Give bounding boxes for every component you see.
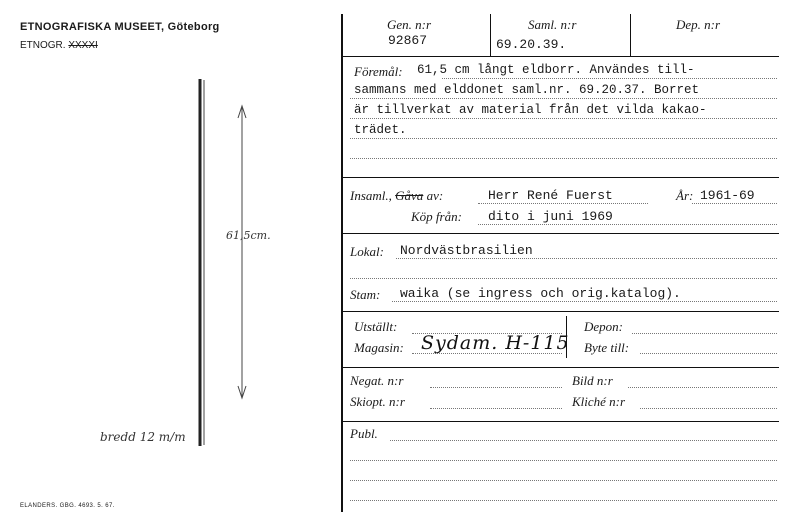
gen-nr-label: Gen. n:r <box>387 17 432 32</box>
lokal-label: Lokal: <box>350 244 384 259</box>
kop-label: Köp från: <box>411 209 462 224</box>
foremal-line-2: sammans med elddonet saml.nr. 69.20.37. Borret <box>354 83 700 97</box>
dep-nr-label: Dep. n:r <box>676 17 721 32</box>
ar-value: 1961-69 <box>700 188 755 203</box>
lokal-value: Nordvästbrasilien <box>400 243 533 258</box>
header-bottom-border <box>341 56 779 57</box>
insaml-label <box>350 188 443 204</box>
fire-drill-drawing <box>180 70 300 460</box>
foremal-label: Föremål: <box>354 64 403 79</box>
header-divider-2 <box>630 14 631 56</box>
kop-value: dito i juni 1969 <box>488 209 613 224</box>
depon-label: Depon: <box>584 319 623 334</box>
collector-value: Herr René Fuerst <box>488 188 613 203</box>
stam-value: waika (se ingress och orig.katalog). <box>400 286 681 301</box>
museum-title: ETNOGRAFISKA MUSEET, Göteborg <box>20 21 220 33</box>
header-divider-1 <box>490 14 491 56</box>
measure-label: 61,5cm. <box>226 229 271 242</box>
foremal-line-1: 61,5 cm långt eldborr. Användes till- <box>417 63 695 77</box>
kliche-label: Kliché n:r <box>572 394 626 409</box>
section-border-3 <box>341 311 779 312</box>
ar-label: År: <box>676 188 694 203</box>
section-border-1 <box>341 177 779 178</box>
foremal-line-4: trädet. <box>354 123 407 137</box>
section-border-4 <box>341 367 779 368</box>
byte-label: Byte till: <box>584 340 630 355</box>
width-note: bredd 12 m/m <box>100 430 186 444</box>
card-left-border <box>341 14 343 512</box>
gen-nr-value: 92867 <box>388 33 428 48</box>
utstallt-label: Utställt: <box>354 319 398 334</box>
department-line <box>20 40 98 51</box>
saml-nr-label: Saml. n:r <box>528 17 577 32</box>
department-prefix: ETNOGR. <box>20 40 66 51</box>
stam-label: Stam: <box>350 287 381 302</box>
gava-struck: Gåva <box>395 188 424 203</box>
magasin-value: Sydam. H-115 <box>421 332 570 354</box>
section-border-5 <box>341 421 779 422</box>
publ-label: Publ. <box>350 426 378 441</box>
av-label: av: <box>426 188 444 203</box>
bild-label: Bild n:r <box>572 373 613 388</box>
negat-label: Negat. n:r <box>350 373 404 388</box>
section-border-2 <box>341 233 779 234</box>
department-struck: XXXXI <box>68 40 98 51</box>
foremal-line-3: är tillverkat av material från det vilda kakao- <box>354 103 707 117</box>
insaml-text: Insaml., <box>350 188 392 203</box>
magasin-label: Magasin: <box>354 340 404 355</box>
printer-imprint: ELANDERS. GBG. 4693. 5. 67. <box>20 503 115 509</box>
saml-nr-value: 69.20.39. <box>496 37 567 52</box>
skiopt-label: Skiopt. n:r <box>350 394 405 409</box>
